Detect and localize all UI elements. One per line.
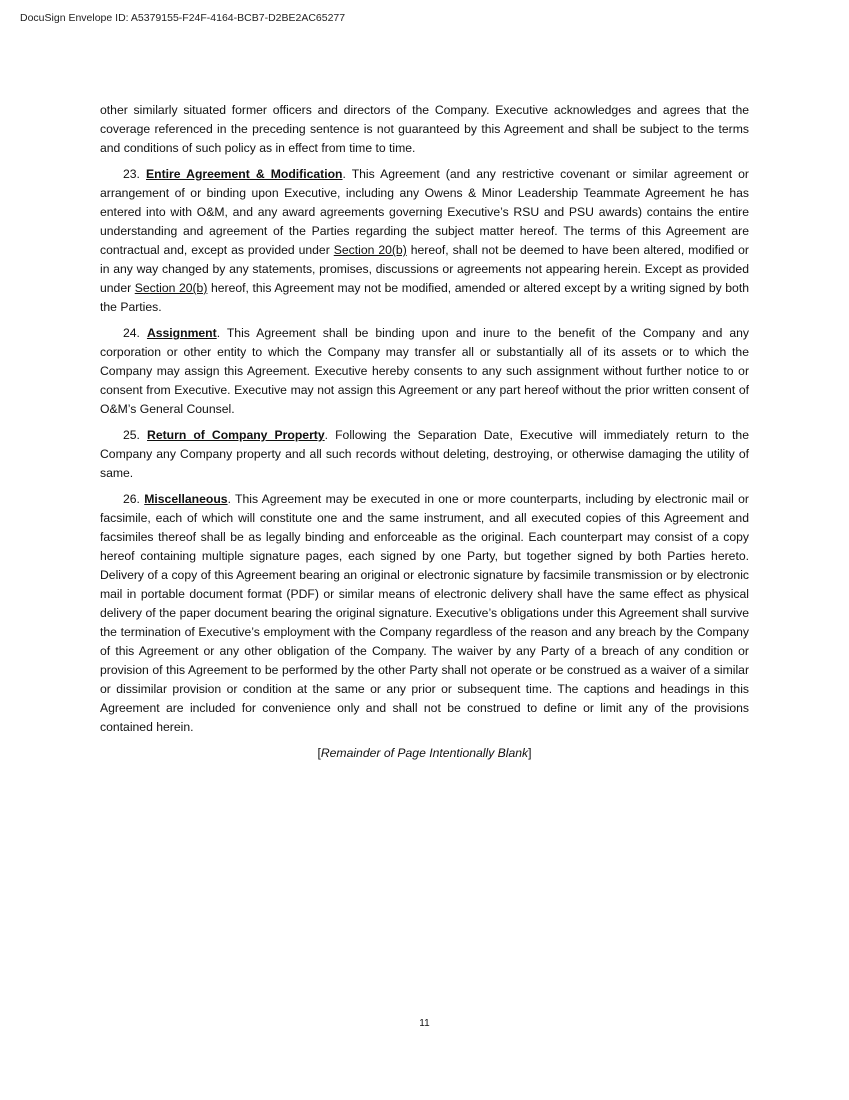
section-number: 24. <box>123 326 147 340</box>
section-heading: Return of Company Property <box>147 428 325 442</box>
section-reference: Section 20(b) <box>134 281 208 295</box>
section-text: . This Agreement shall be binding upon and inure to the benefit of the Company and any corporation or other entity to which the Company may transfer all or substantially all of its assets or to which the Company may assign this Agreement. Executive hereby consents to any such assignment without further notice to or consent from Executive. Executive may not assign this Agreement or any part hereof without the prior written consent of O&M’s General Counsel. <box>100 326 749 416</box>
section-24-assignment <box>100 324 749 419</box>
bracket-open: [ <box>317 746 321 760</box>
remainder-text: Remainder of Page Intentionally Blank <box>320 746 529 760</box>
section-text: . Following the Separation Date, Executive will immediately return to the Company any Company property and all such records without deleting, destroying, or otherwise damaging the utility of same. <box>100 428 749 480</box>
section-text: hereof, this Agreement may not be modified, amended or altered except by a writing signed by both the Parties. <box>100 281 749 314</box>
remainder-blank-notice <box>100 744 749 763</box>
section-22-continuation: other similarly situated former officers and directors of the Company. Executive acknowledges and agrees that the coverage referenced in the preceding sentence is not guaranteed by this Agreement and shall be subject to the terms and conditions of such policy as in effect from time to time. <box>100 103 749 155</box>
section-heading: Assignment <box>146 326 217 340</box>
section-23-entire-agreement <box>100 165 749 317</box>
section-number: 26. <box>123 492 145 506</box>
section-text: . This Agreement (and any restrictive covenant or similar agreement or arrangement of or binding upon Executive, including any Owens & Minor Leadership Teammate Agreement he has entered into with O&M, and any award agreements governing Executive’s RSU and PSU awards) contains the entire understanding and agreement of the Parties regarding the subject matter hereof. The terms of this Agreement are contractual and, except as provided under <box>100 167 749 257</box>
section-heading: Miscellaneous <box>144 492 228 506</box>
section-heading: Entire Agreement & Modification <box>146 167 343 181</box>
bracket-close: ] <box>528 746 532 760</box>
section-25-return-of-property <box>100 426 749 483</box>
docusign-envelope-id: DocuSign Envelope ID: A5379155-F24F-4164-BCB7-D2BE2AC65277 <box>20 12 346 24</box>
section-number: 23. <box>123 167 146 181</box>
section-26-miscellaneous <box>100 490 749 737</box>
section-number: 25. <box>123 428 148 442</box>
section-reference: Section 20(b) <box>333 243 407 257</box>
section-text: . This Agreement may be executed in one or more counterparts, including by electronic mail or facsimile, each of which will constitute one and the same instrument, and all executed copies of this Agreement and facsimiles thereof shall be as legally binding and enforceable as the original. Each counterpart may consist of a copy hereof containing multiple signature pages, each signed by one Party, but together signed by both Parties hereto. Delivery of a copy of this Agreement bearing an original or electronic signature by facsimile transmission or by electronic mail in portable document format (PDF) or similar means of electronic delivery shall have the same effect as physical delivery of the paper document bearing the original signature. Executive’s obligations under this Agreement shall survive the termination of Executive’s employment with the Company regardless of the reason and any breach by the Company of this Agreement or any other obligation of the Company. The waiver by any Party of a breach of any condition or provision of this Agreement to be performed by the other Party shall not operate or be construed as a waiver of a similar or dissimilar provision or condition at the same or any prior or subsequent time. The captions and headings in this Agreement are included for convenience only and shall not be construed to define or limit any of the provisions contained herein. <box>100 492 749 734</box>
document-body <box>100 101 749 763</box>
page-number: 11 <box>419 1018 430 1029</box>
section-text: hereof, shall not be deemed to have been altered, modified or in any way changed by any statements, promises, discussions or agreements not appearing herein. Except as provided under <box>100 243 749 295</box>
